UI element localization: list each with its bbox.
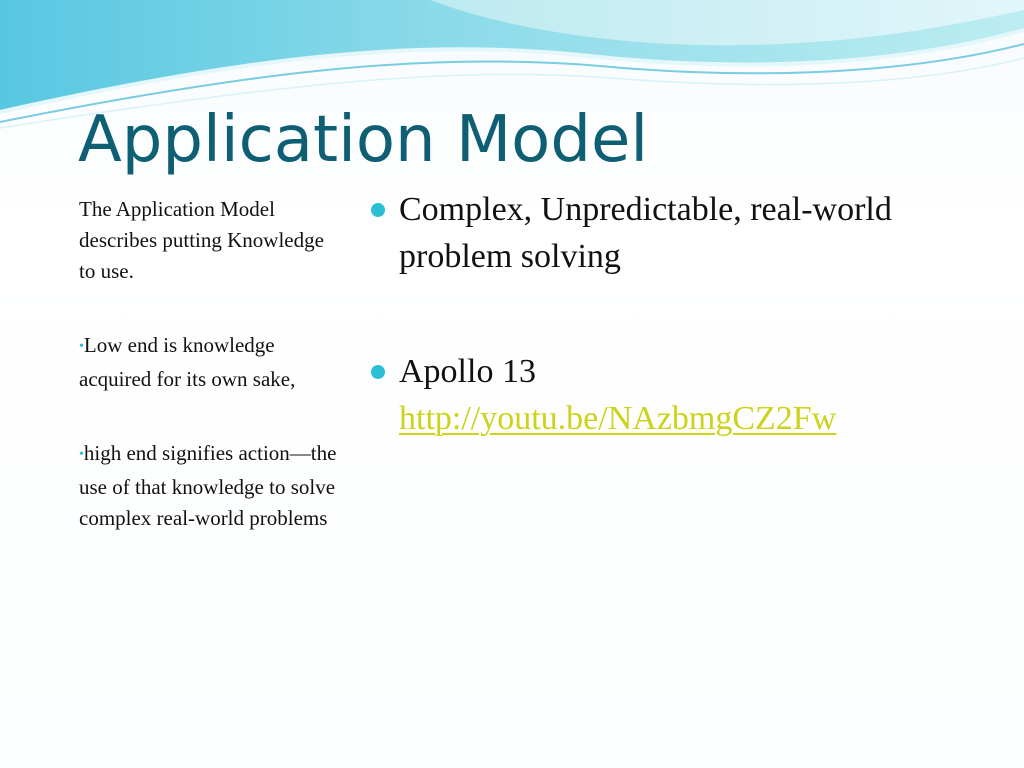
bullet-dot-icon (371, 365, 385, 379)
left-bullet-text: high end signifies action—the use of that knowledge to solve complex real-world problems (79, 441, 337, 530)
bullet-text: Complex, Unpredictable, real-world problem solving (399, 191, 892, 275)
left-bullet-text: Low end is knowledge acquired for its own sake, (79, 333, 296, 391)
intro-paragraph: The Application Model describes putting Knowledge to use. (79, 197, 324, 283)
bullet-icon: • (79, 339, 84, 354)
bullet-text: Apollo 13 (399, 353, 536, 390)
bullet-problem-solving (368, 186, 978, 280)
left-bullet-high-end (79, 438, 341, 534)
slide-title: Application Model (78, 103, 649, 177)
right-bullet-list (368, 186, 978, 442)
left-bullet-low-end (79, 330, 341, 395)
left-text-column (79, 194, 341, 577)
bullet-apollo-13 (368, 348, 978, 442)
bullet-dot-icon (371, 203, 385, 217)
youtube-link[interactable]: http://youtu.be/NAzbmgCZ2Fw (399, 400, 837, 437)
bullet-icon: • (79, 447, 84, 462)
